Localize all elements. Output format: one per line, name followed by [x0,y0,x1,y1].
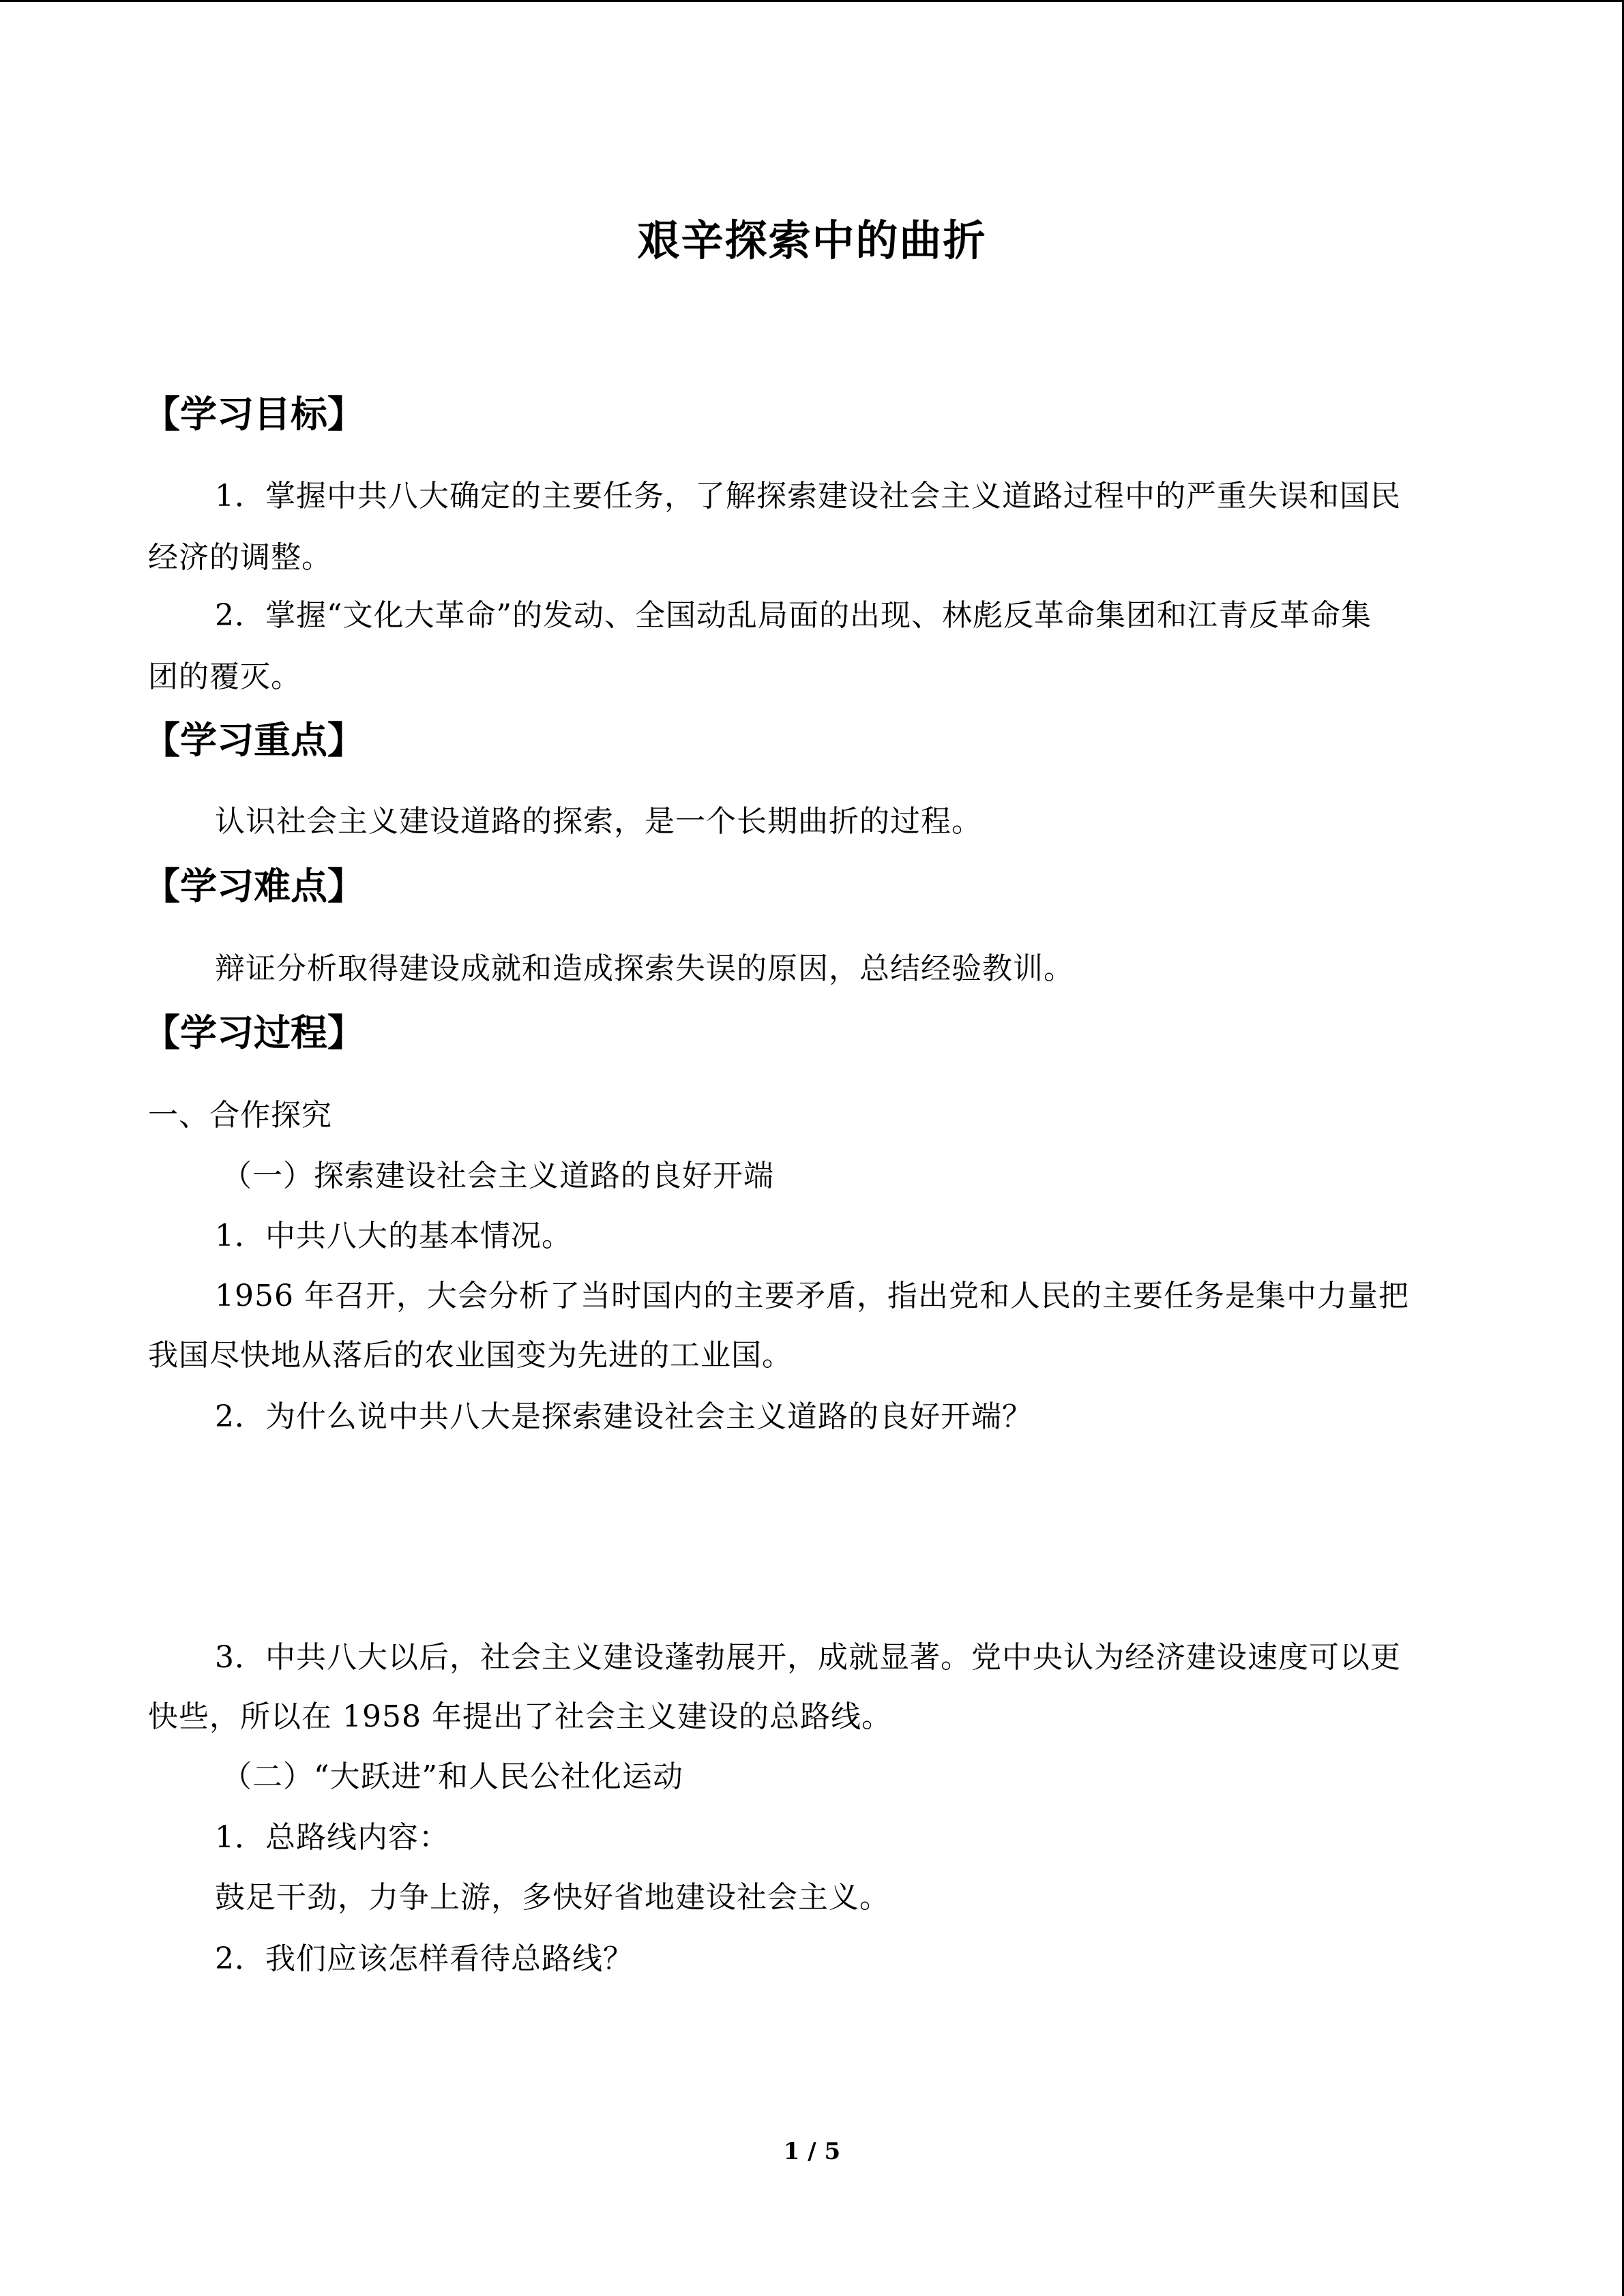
page-title: 艰辛探索中的曲折 [637,215,987,265]
sub1-answer-1-line-1: 1956 年召开，大会分析了当时国内的主要矛盾，指出党和人民的主要任务是集中力量把 [215,1279,1409,1313]
part-1-title: 一、合作探究 [148,1098,332,1133]
sub2-answer-1: 鼓足干劲，力争上游，多快好省地建设社会主义。 [215,1880,890,1915]
goal-line-1: 1．掌握中共八大确定的主要任务，了解探索建设社会主义道路过程中的严重失误和国民 [215,479,1401,513]
subsection-2-title: （二）“大跃进”和人民公社化运动 [222,1759,683,1794]
heading-process: 【学习过程】 [143,1011,364,1054]
sub1-question-3-line-2: 快些，所以在 1958 年提出了社会主义建设的总路线。 [148,1699,892,1734]
heading-difficulty: 【学习难点】 [143,865,364,908]
sub1-question-1: 1．中共八大的基本情况。 [215,1219,572,1253]
sub1-question-2: 2．为什么说中共八大是探索建设社会主义道路的良好开端？ [215,1399,1033,1434]
sub1-answer-1-line-2: 我国尽快地从落后的农业国变为先进的工业国。 [148,1338,793,1373]
heading-goals: 【学习目标】 [143,393,364,436]
goal-line-2: 经济的调整。 [148,540,332,575]
goal-line-4: 团的覆灭。 [148,659,301,694]
heading-key: 【学习重点】 [143,719,364,762]
page-number: 1 / 5 [783,2138,841,2165]
sub2-question-1: 1．总路线内容： [215,1820,449,1855]
goal-line-3: 2．掌握“文化大革命”的发动、全国动乱局面的出现、林彪反革命集团和江青反革命集 [215,598,1372,633]
key-text: 认识社会主义建设道路的探索，是一个长期曲折的过程。 [215,804,982,839]
difficulty-text: 辩证分析取得建设成就和造成探索失误的原因，总结经验教训。 [215,951,1074,986]
sub1-question-3-line-1: 3．中共八大以后，社会主义建设蓬勃展开，成就显著。党中央认为经济建设速度可以更 [215,1640,1401,1675]
sub2-question-2: 2．我们应该怎样看待总路线？ [215,1941,634,1976]
subsection-1-title: （一）探索建设社会主义道路的良好开端 [222,1159,774,1193]
